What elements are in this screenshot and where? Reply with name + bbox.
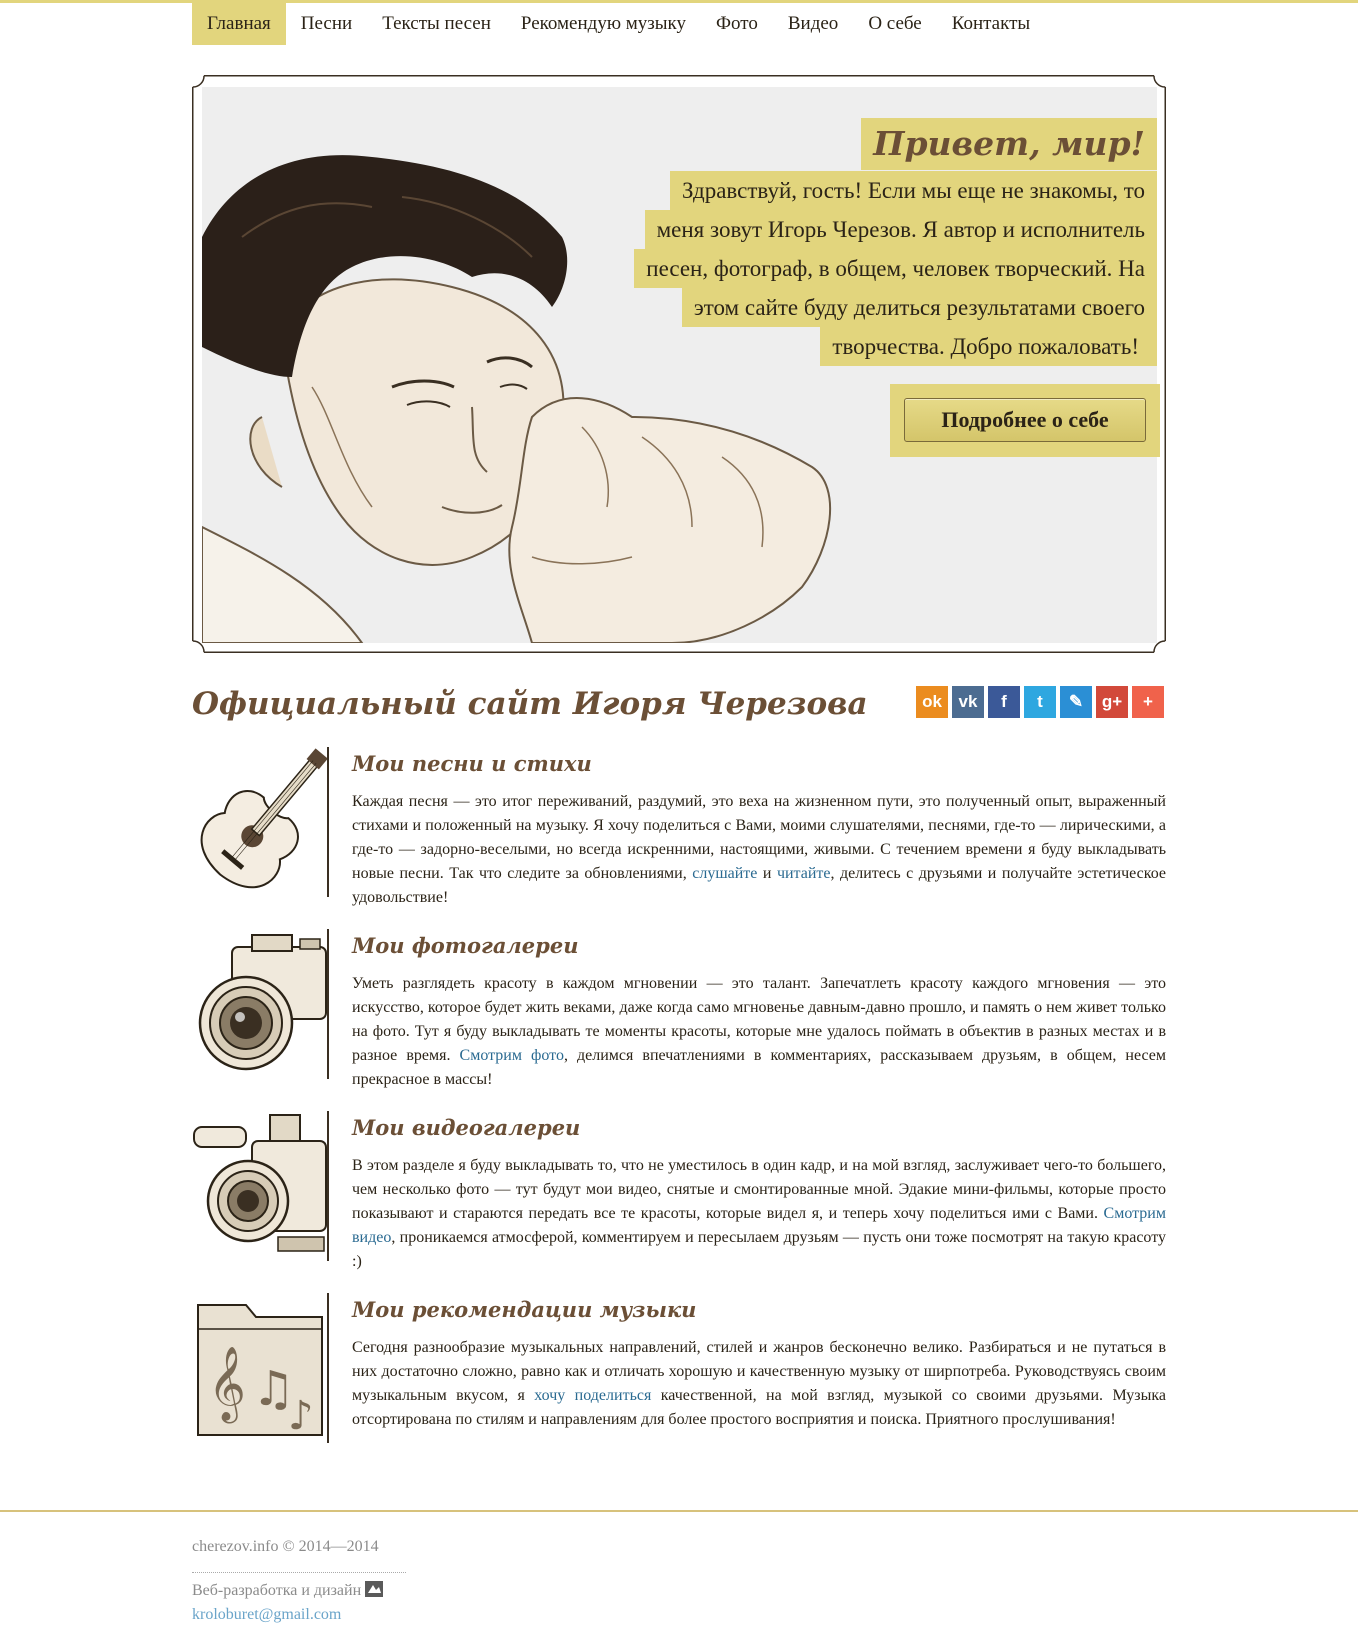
- section-title-video: Мои видеогалереи: [352, 1115, 581, 1140]
- section-divider: [327, 1293, 329, 1443]
- section-text-music: [352, 1336, 1166, 1432]
- about-me-button[interactable]: Подробнее о себе: [904, 398, 1146, 442]
- footer: [192, 1535, 406, 1627]
- facebook-icon[interactable]: f: [988, 686, 1020, 718]
- nav-item-songs[interactable]: Песни: [300, 13, 353, 34]
- hero-intro-line-5: творчества. Добро пожаловать!: [820, 327, 1157, 366]
- section-text-songs: [352, 790, 1166, 910]
- nav-item-lyrics[interactable]: Тексты песен: [382, 13, 491, 34]
- developer-logo-icon: [365, 1581, 383, 1597]
- share-music-link[interactable]: хочу поделиться: [534, 1387, 652, 1404]
- odnoklassniki-icon[interactable]: ok: [916, 686, 948, 718]
- section-songs-text-part: Каждая песня — это итог переживаний, раздумий, это веха на жизненном пути, это полученный опыт, выраженный стихами и положенный на музыку. Я хочу поделиться с Вами, моими слушателями, песнями, где-то — лирическими, а где-то — задорно-веселыми, но всегда искренними, настоящими, живыми. С течением времени я буду выкладывать новые песни. Так что следите за обновлениями,: [352, 793, 1166, 882]
- hero-intro-line-1: Здравствуй, гость! Если мы еще не знакомы, то: [670, 171, 1157, 210]
- hero-greeting-title: Привет, мир!: [861, 118, 1157, 170]
- video-camera-icon: [192, 1111, 328, 1261]
- listen-link[interactable]: слушайте: [692, 865, 758, 882]
- section-photo-text-part: , делимся впечатлениями в комментариях, рассказываем друзьям, в общем, несем прекрасное в массы!: [352, 1047, 1167, 1088]
- section-title-songs: Мои песни и стихи: [352, 751, 592, 776]
- guitar-icon: [192, 747, 328, 897]
- section-music-text-part: Сегодня разнообразие музыкальных направлений, стилей и жанров бесконечно велико. Разбираться и не путаться в них достаточно сложно, равно как и отличать хорошую и качественную музыку от ширпотреба. Руководствуясь своим музыкальным вкусом, я: [352, 1339, 1166, 1404]
- view-photo-link[interactable]: Смотрим фото: [459, 1047, 564, 1064]
- section-text-video: [352, 1154, 1166, 1274]
- vk-icon[interactable]: vk: [952, 686, 984, 718]
- footer-separator: [192, 1572, 406, 1573]
- developer-email-link[interactable]: kroloburet@gmail.com: [192, 1606, 342, 1623]
- section-songs-text-part: , делитесь с друзьями и получайте эстетическое удовольствие!: [352, 865, 1167, 906]
- section-photo-text-part: Уметь разглядеть красоту в каждом мгновении — это талант. Запечатлеть красоту каждого мгновения — это искусство, которое будет жить веками, даже когда само мгновенье давным-давно прошло, и память о нем живет только на фото. Тут я буду выкладывать те моменты красоты, которые мне удалось поймать в объектив в разных местах и в разное время.: [352, 975, 1166, 1064]
- camera-icon: [192, 929, 328, 1079]
- social-share-bar: [916, 686, 1164, 718]
- section-divider: [327, 1111, 329, 1261]
- section-divider: [327, 929, 329, 1079]
- read-link[interactable]: читайте: [776, 865, 831, 882]
- googleplus-icon[interactable]: g+: [1096, 686, 1128, 718]
- nav-item-photo[interactable]: Фото: [716, 13, 758, 34]
- section-divider: [327, 747, 329, 897]
- hero-intro-line-3: песен, фотограф, в общем, человек творческий. На: [634, 249, 1157, 288]
- page-title: Официальный сайт Игоря Черезова: [192, 686, 868, 722]
- nav-item-recommended-music[interactable]: Рекомендую музыку: [520, 13, 687, 34]
- section-title-photo: Мои фотогалереи: [352, 933, 579, 958]
- more-share-icon[interactable]: +: [1132, 686, 1164, 718]
- nav-item-contacts[interactable]: Контакты: [951, 13, 1031, 34]
- svg-text:♪: ♪: [288, 1393, 314, 1439]
- copyright-text: cherezov.info © 2014—2014: [192, 1538, 379, 1555]
- developer-credit: [192, 1579, 406, 1603]
- developer-credit-label: Веб-разработка и дизайн: [192, 1582, 362, 1599]
- section-text-photo: [352, 972, 1166, 1092]
- svg-text:𝄞: 𝄞: [208, 1347, 246, 1421]
- music-folder-icon: [192, 1293, 328, 1443]
- view-video-link[interactable]: Смотрим видео: [352, 1205, 1166, 1246]
- section-songs-text-part: и: [757, 865, 777, 882]
- main-navigation: [192, 3, 1045, 45]
- about-button-container: [890, 384, 1160, 457]
- nav-item-home[interactable]: Главная: [192, 3, 286, 45]
- nav-item-video[interactable]: Видео: [787, 13, 839, 34]
- section-music-text-part: качественной, на мой взгляд, музыкой со своими друзьями. Музыка отсортирована по стилям и направлениям для более простого восприятия и поиска. Приятного прослушивания!: [352, 1387, 1166, 1428]
- nav-item-about[interactable]: О себе: [868, 13, 922, 34]
- section-video-text-part: , проникаемся атмосферой, комментируем и пересылаем друзьям — пусть они тоже посмотрят на такую красоту :): [352, 1229, 1166, 1270]
- section-title-music: Мои рекомендации музыки: [352, 1297, 697, 1322]
- hero-intro-line-4: этом сайте буду делиться результатами своего: [682, 288, 1157, 327]
- livejournal-icon[interactable]: ✎: [1060, 686, 1092, 718]
- footer-divider: [0, 1510, 1358, 1512]
- twitter-icon[interactable]: t: [1024, 686, 1056, 718]
- hero-intro-line-2: меня зовут Игорь Черезов. Я автор и исполнитель: [645, 210, 1157, 249]
- section-video-text-part: В этом разделе я буду выкладывать то, что не уместилось в один кадр, и на мой взгляд, заслуживает чего-то большего, чем несколько фото — тут будут мои видео, снятые и смонтированные мной. Эдакие мини-фильмы, которые просто показывают и стараются передать все те красоты, которые видел я, и теперь хочу поделиться ими с Вами.: [352, 1157, 1166, 1222]
- svg-text:♫: ♫: [252, 1361, 296, 1417]
